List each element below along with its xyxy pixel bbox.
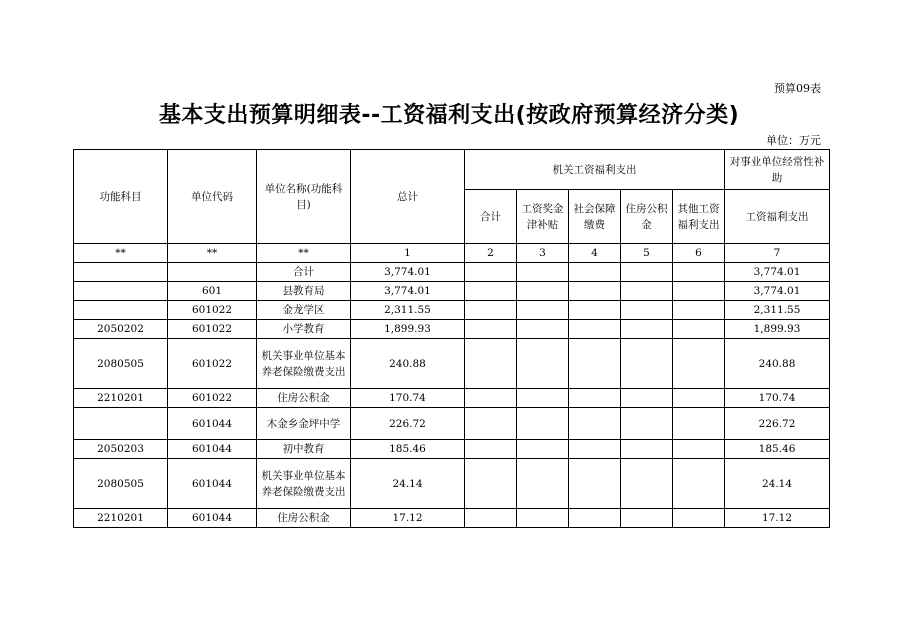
cell-other bbox=[673, 408, 725, 440]
cell-org-total bbox=[465, 440, 517, 459]
cell-social bbox=[569, 389, 621, 408]
cell-func-subject: 2050202 bbox=[74, 320, 168, 339]
cell-social bbox=[569, 440, 621, 459]
header-unit-name: 单位名称(功能科目) bbox=[257, 150, 351, 244]
cell-housing bbox=[621, 408, 673, 440]
cell-bonus bbox=[517, 408, 569, 440]
header-total: 总计 bbox=[351, 150, 465, 244]
cell-unit-code: 601022 bbox=[168, 320, 257, 339]
cell-func-subject bbox=[74, 263, 168, 282]
index-cell: 6 bbox=[673, 244, 725, 263]
cell-social bbox=[569, 509, 621, 528]
cell-other bbox=[673, 263, 725, 282]
cell-total: 2,311.55 bbox=[351, 301, 465, 320]
cell-org-total bbox=[465, 509, 517, 528]
header-sub-housing: 住房公积金 bbox=[621, 190, 673, 244]
cell-total: 3,774.01 bbox=[351, 282, 465, 301]
cell-housing bbox=[621, 440, 673, 459]
table-row bbox=[74, 301, 830, 320]
cell-unit-code: 601044 bbox=[168, 509, 257, 528]
cell-func-subject: 2050203 bbox=[74, 440, 168, 459]
cell-total: 1,899.93 bbox=[351, 320, 465, 339]
cell-other bbox=[673, 282, 725, 301]
header-group-org-welfare: 机关工资福利支出 bbox=[465, 150, 725, 190]
cell-subsidy-welfare: 1,899.93 bbox=[725, 320, 830, 339]
cell-org-total bbox=[465, 301, 517, 320]
header-sub-other: 其他工资福利支出 bbox=[673, 190, 725, 244]
cell-func-subject bbox=[74, 282, 168, 301]
cell-unit-code: 601022 bbox=[168, 301, 257, 320]
cell-total: 170.74 bbox=[351, 389, 465, 408]
table-row bbox=[74, 339, 830, 389]
header-unit-code: 单位代码 bbox=[168, 150, 257, 244]
cell-other bbox=[673, 440, 725, 459]
cell-org-total bbox=[465, 339, 517, 389]
cell-func-subject bbox=[74, 408, 168, 440]
table-row bbox=[74, 408, 830, 440]
header-sub-social: 社会保障缴费 bbox=[569, 190, 621, 244]
cell-org-total bbox=[465, 408, 517, 440]
index-row bbox=[74, 244, 830, 263]
cell-total: 17.12 bbox=[351, 509, 465, 528]
cell-bonus bbox=[517, 339, 569, 389]
cell-func-subject: 2210201 bbox=[74, 389, 168, 408]
table-row bbox=[74, 263, 830, 282]
cell-housing bbox=[621, 339, 673, 389]
cell-unit-name: 木金乡金坪中学 bbox=[257, 408, 351, 440]
cell-total: 3,774.01 bbox=[351, 263, 465, 282]
index-cell: 2 bbox=[465, 244, 517, 263]
index-cell: ** bbox=[257, 244, 351, 263]
cell-social bbox=[569, 301, 621, 320]
table-row bbox=[74, 282, 830, 301]
cell-unit-code: 601022 bbox=[168, 389, 257, 408]
cell-func-subject: 2080505 bbox=[74, 459, 168, 509]
table-row bbox=[74, 440, 830, 459]
cell-bonus bbox=[517, 282, 569, 301]
cell-unit-code: 601022 bbox=[168, 339, 257, 389]
cell-org-total bbox=[465, 389, 517, 408]
cell-bonus bbox=[517, 440, 569, 459]
cell-subsidy-welfare: 3,774.01 bbox=[725, 282, 830, 301]
cell-unit-name: 住房公积金 bbox=[257, 509, 351, 528]
cell-housing bbox=[621, 301, 673, 320]
cell-unit-name: 初中教育 bbox=[257, 440, 351, 459]
cell-subsidy-welfare: 17.12 bbox=[725, 509, 830, 528]
index-cell: 7 bbox=[725, 244, 830, 263]
cell-subsidy-welfare: 226.72 bbox=[725, 408, 830, 440]
budget-table bbox=[73, 149, 830, 528]
cell-unit-name: 小学教育 bbox=[257, 320, 351, 339]
cell-social bbox=[569, 339, 621, 389]
cell-unit-name: 合计 bbox=[257, 263, 351, 282]
table-row bbox=[74, 509, 830, 528]
cell-func-subject bbox=[74, 301, 168, 320]
cell-unit-code: 601 bbox=[168, 282, 257, 301]
header-func-subject: 功能科目 bbox=[74, 150, 168, 244]
cell-other bbox=[673, 389, 725, 408]
cell-bonus bbox=[517, 263, 569, 282]
cell-subsidy-welfare: 240.88 bbox=[725, 339, 830, 389]
header-sub-bonus: 工资奖金津补贴 bbox=[517, 190, 569, 244]
cell-subsidy-welfare: 24.14 bbox=[725, 459, 830, 509]
index-cell: 3 bbox=[517, 244, 569, 263]
cell-unit-name: 机关事业单位基本养老保险缴费支出 bbox=[257, 339, 351, 389]
cell-housing bbox=[621, 459, 673, 509]
cell-unit-code: 601044 bbox=[168, 459, 257, 509]
cell-social bbox=[569, 282, 621, 301]
cell-unit-code bbox=[168, 263, 257, 282]
cell-other bbox=[673, 339, 725, 389]
cell-social bbox=[569, 263, 621, 282]
table-row bbox=[74, 459, 830, 509]
cell-social bbox=[569, 459, 621, 509]
cell-subsidy-welfare: 2,311.55 bbox=[725, 301, 830, 320]
unit-note: 单位：万元 bbox=[766, 134, 821, 147]
cell-unit-code: 601044 bbox=[168, 440, 257, 459]
table-row bbox=[74, 320, 830, 339]
cell-social bbox=[569, 408, 621, 440]
cell-unit-code: 601044 bbox=[168, 408, 257, 440]
index-cell: 1 bbox=[351, 244, 465, 263]
cell-org-total bbox=[465, 320, 517, 339]
cell-bonus bbox=[517, 459, 569, 509]
cell-org-total bbox=[465, 263, 517, 282]
cell-subsidy-welfare: 170.74 bbox=[725, 389, 830, 408]
page-title: 基本支出预算明细表--工资福利支出(按政府预算经济分类) bbox=[158, 103, 740, 128]
cell-other bbox=[673, 459, 725, 509]
index-cell: 5 bbox=[621, 244, 673, 263]
cell-unit-name: 金龙学区 bbox=[257, 301, 351, 320]
cell-subsidy-welfare: 185.46 bbox=[725, 440, 830, 459]
cell-total: 226.72 bbox=[351, 408, 465, 440]
cell-total: 240.88 bbox=[351, 339, 465, 389]
cell-housing bbox=[621, 263, 673, 282]
cell-subsidy-welfare: 3,774.01 bbox=[725, 263, 830, 282]
cell-total: 24.14 bbox=[351, 459, 465, 509]
header-group-subsidy: 对事业单位经常性补助 bbox=[725, 150, 830, 190]
cell-housing bbox=[621, 320, 673, 339]
index-cell: 4 bbox=[569, 244, 621, 263]
table-number-note: 预算09表 bbox=[774, 82, 821, 95]
cell-housing bbox=[621, 389, 673, 408]
cell-total: 185.46 bbox=[351, 440, 465, 459]
cell-func-subject: 2210201 bbox=[74, 509, 168, 528]
cell-housing bbox=[621, 509, 673, 528]
cell-other bbox=[673, 509, 725, 528]
cell-other bbox=[673, 320, 725, 339]
cell-org-total bbox=[465, 282, 517, 301]
cell-org-total bbox=[465, 459, 517, 509]
cell-unit-name: 机关事业单位基本养老保险缴费支出 bbox=[257, 459, 351, 509]
table-row bbox=[74, 389, 830, 408]
index-cell: ** bbox=[74, 244, 168, 263]
index-cell: ** bbox=[168, 244, 257, 263]
cell-func-subject: 2080505 bbox=[74, 339, 168, 389]
cell-housing bbox=[621, 282, 673, 301]
cell-unit-name: 县教育局 bbox=[257, 282, 351, 301]
cell-bonus bbox=[517, 509, 569, 528]
cell-bonus bbox=[517, 389, 569, 408]
header-sub-subsidy: 工资福利支出 bbox=[725, 190, 830, 244]
cell-other bbox=[673, 301, 725, 320]
header-sub-total: 合计 bbox=[465, 190, 517, 244]
cell-bonus bbox=[517, 301, 569, 320]
cell-social bbox=[569, 320, 621, 339]
cell-unit-name: 住房公积金 bbox=[257, 389, 351, 408]
cell-bonus bbox=[517, 320, 569, 339]
